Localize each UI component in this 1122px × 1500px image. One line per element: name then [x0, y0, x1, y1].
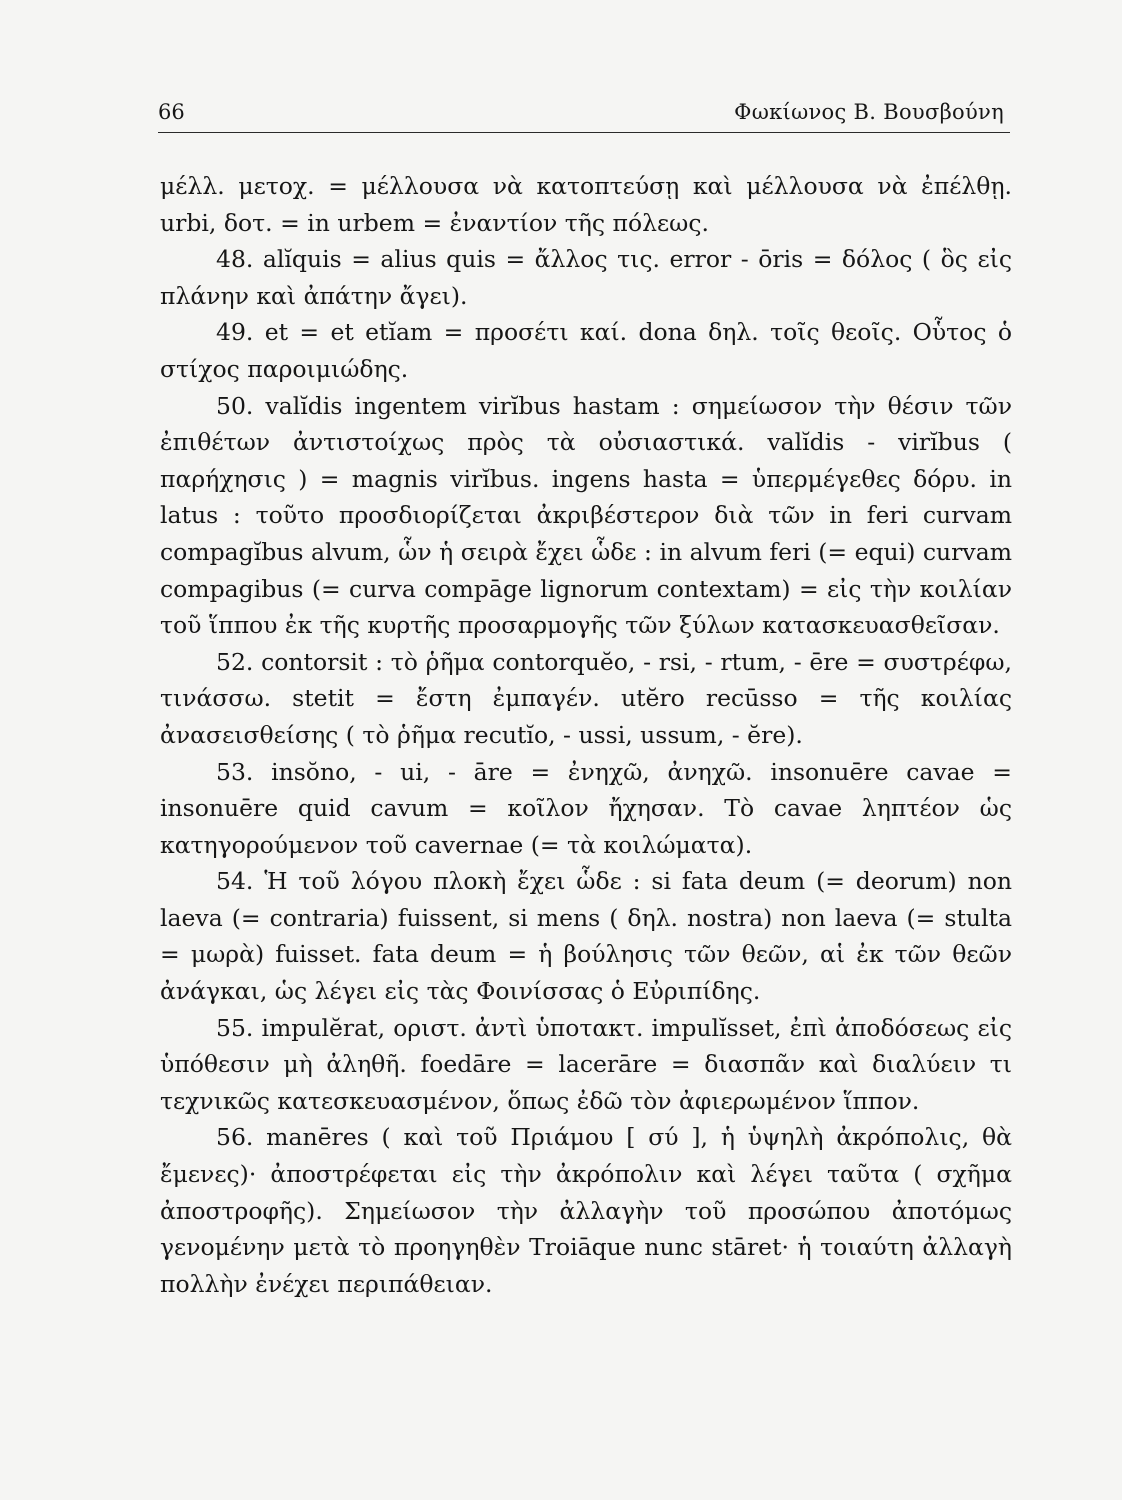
note-55: 55. impulĕrat, οριστ. ἀντὶ ὑποτακτ. impulĭsset, ἐπὶ ἀποδόσεως εἰς ὑπόθεσιν μὴ ἀληθῆ. foedāre = lacerāre = διασπᾶν καὶ διαλύειν τι τεχνικῶς κατεσκευασμένον, ὅπως ἐδῶ τὸν ἀφιερωμένον ἵππον. — [160, 1013, 1012, 1115]
note-49: 49. et = et etĭam = προσέτι καί. dona δηλ. τοῖς θεοῖς. Οὗτος ὁ στίχος παροιμιώδης. — [160, 318, 1012, 383]
paragraph-continuation: μέλλ. μετοχ. = μέλλουσα νὰ κατοπτεύσῃ καὶ μέλλουσα νὰ ἐπέλθῃ. urbi, δοτ. = in urbem = ἐναντίον τῆς πόλεως. — [160, 172, 1012, 237]
note-56: 56. manēres ( καὶ τοῦ Πριάμου [ σύ ], ἡ ὑψηλὴ ἀκρόπολις, θὰ ἔμενες)· ἀποστρέφεται εἰς τὴν ἀκρόπολιν καὶ λέγει ταῦτα ( σχῆμα ἀποστροφῆς). Σημείωσον τὴν ἀλλαγὴν τοῦ προσώπου ἀποτόμως γενομένην μετὰ τὸ προηγηθὲν Troiāque nunc stāret· ἡ τοιαύτη ἀλλαγὴ πολλὴν ἐνέχει περιπάθειαν. — [160, 1123, 1012, 1298]
note-50: 50. valĭdis ingentem virĭbus hastam : σημείωσον τὴν θέσιν τῶν ἐπιθέτων ἀντιστοίχως πρὸς τὰ οὐσιαστικά. valĭdis - virĭbus ( παρήχησις ) = magnis virĭbus. ingens hasta = ὑπερμέγεθες δόρυ. in latus : τοῦτο προσδιορίζεται ἀκριβέστερον διὰ τῶν in feri curvam compagĭbus alvum, ὧν ἡ σειρὰ ἔχει ὧδε : in alvum feri (= equi) curvam compagibus (= curva compāge lignorum contextam) = εἰς τὴν κοιλίαν τοῦ ἵππου ἐκ τῆς κυρτῆς προσαρμογῆς τῶν ξύλων κατασκευασθεῖσαν. — [160, 391, 1012, 640]
header-author-title: Φωκίωνος Β. Βουσβούνη — [734, 100, 1004, 124]
note-53: 53. insŏno, - ui, - āre = ἐνηχῶ, ἀνηχῶ. insonuēre cavae = insonuēre quid cavum = κοῖλον ἤχησαν. Τὸ cavae ληπτέον ὡς κατηγορούμενον τοῦ cavernae (= τὰ κοιλώματα). — [160, 757, 1012, 859]
running-head — [158, 100, 1010, 133]
note-48: 48. alĭquis = alius quis = ἄλλος τις. error - ōris = δόλος ( ὃς εἰς πλάνην καὶ ἀπάτην ἄγει). — [160, 245, 1012, 310]
commentary-text — [160, 168, 1012, 1302]
note-52: 52. contorsit : τὸ ῥῆμα contorquĕo, - rsi, - rtum, - ēre = συστρέφω, τινάσσω. stetit = ἔστη ἐμπαγέν. utĕro recūsso = τῆς κοιλίας ἀνασεισθείσης ( τὸ ῥῆμα recutĭo, - ussi, ussum, - ĕre). — [160, 647, 1012, 749]
page-number: 66 — [158, 100, 185, 124]
note-54: 54. Ἡ τοῦ λόγου πλοκὴ ἔχει ὧδε : si fata deum (= deorum) non laeva (= contraria) fuissent, si mens ( δηλ. nostra) non laeva (= stulta = μωρὰ) fuisset. fata deum = ἡ βούλησις τῶν θεῶν, αἱ ἐκ τῶν θεῶν ἀνάγκαι, ὡς λέγει εἰς τὰς Φοινίσσας ὁ Εὐριπίδης. — [160, 867, 1012, 1006]
